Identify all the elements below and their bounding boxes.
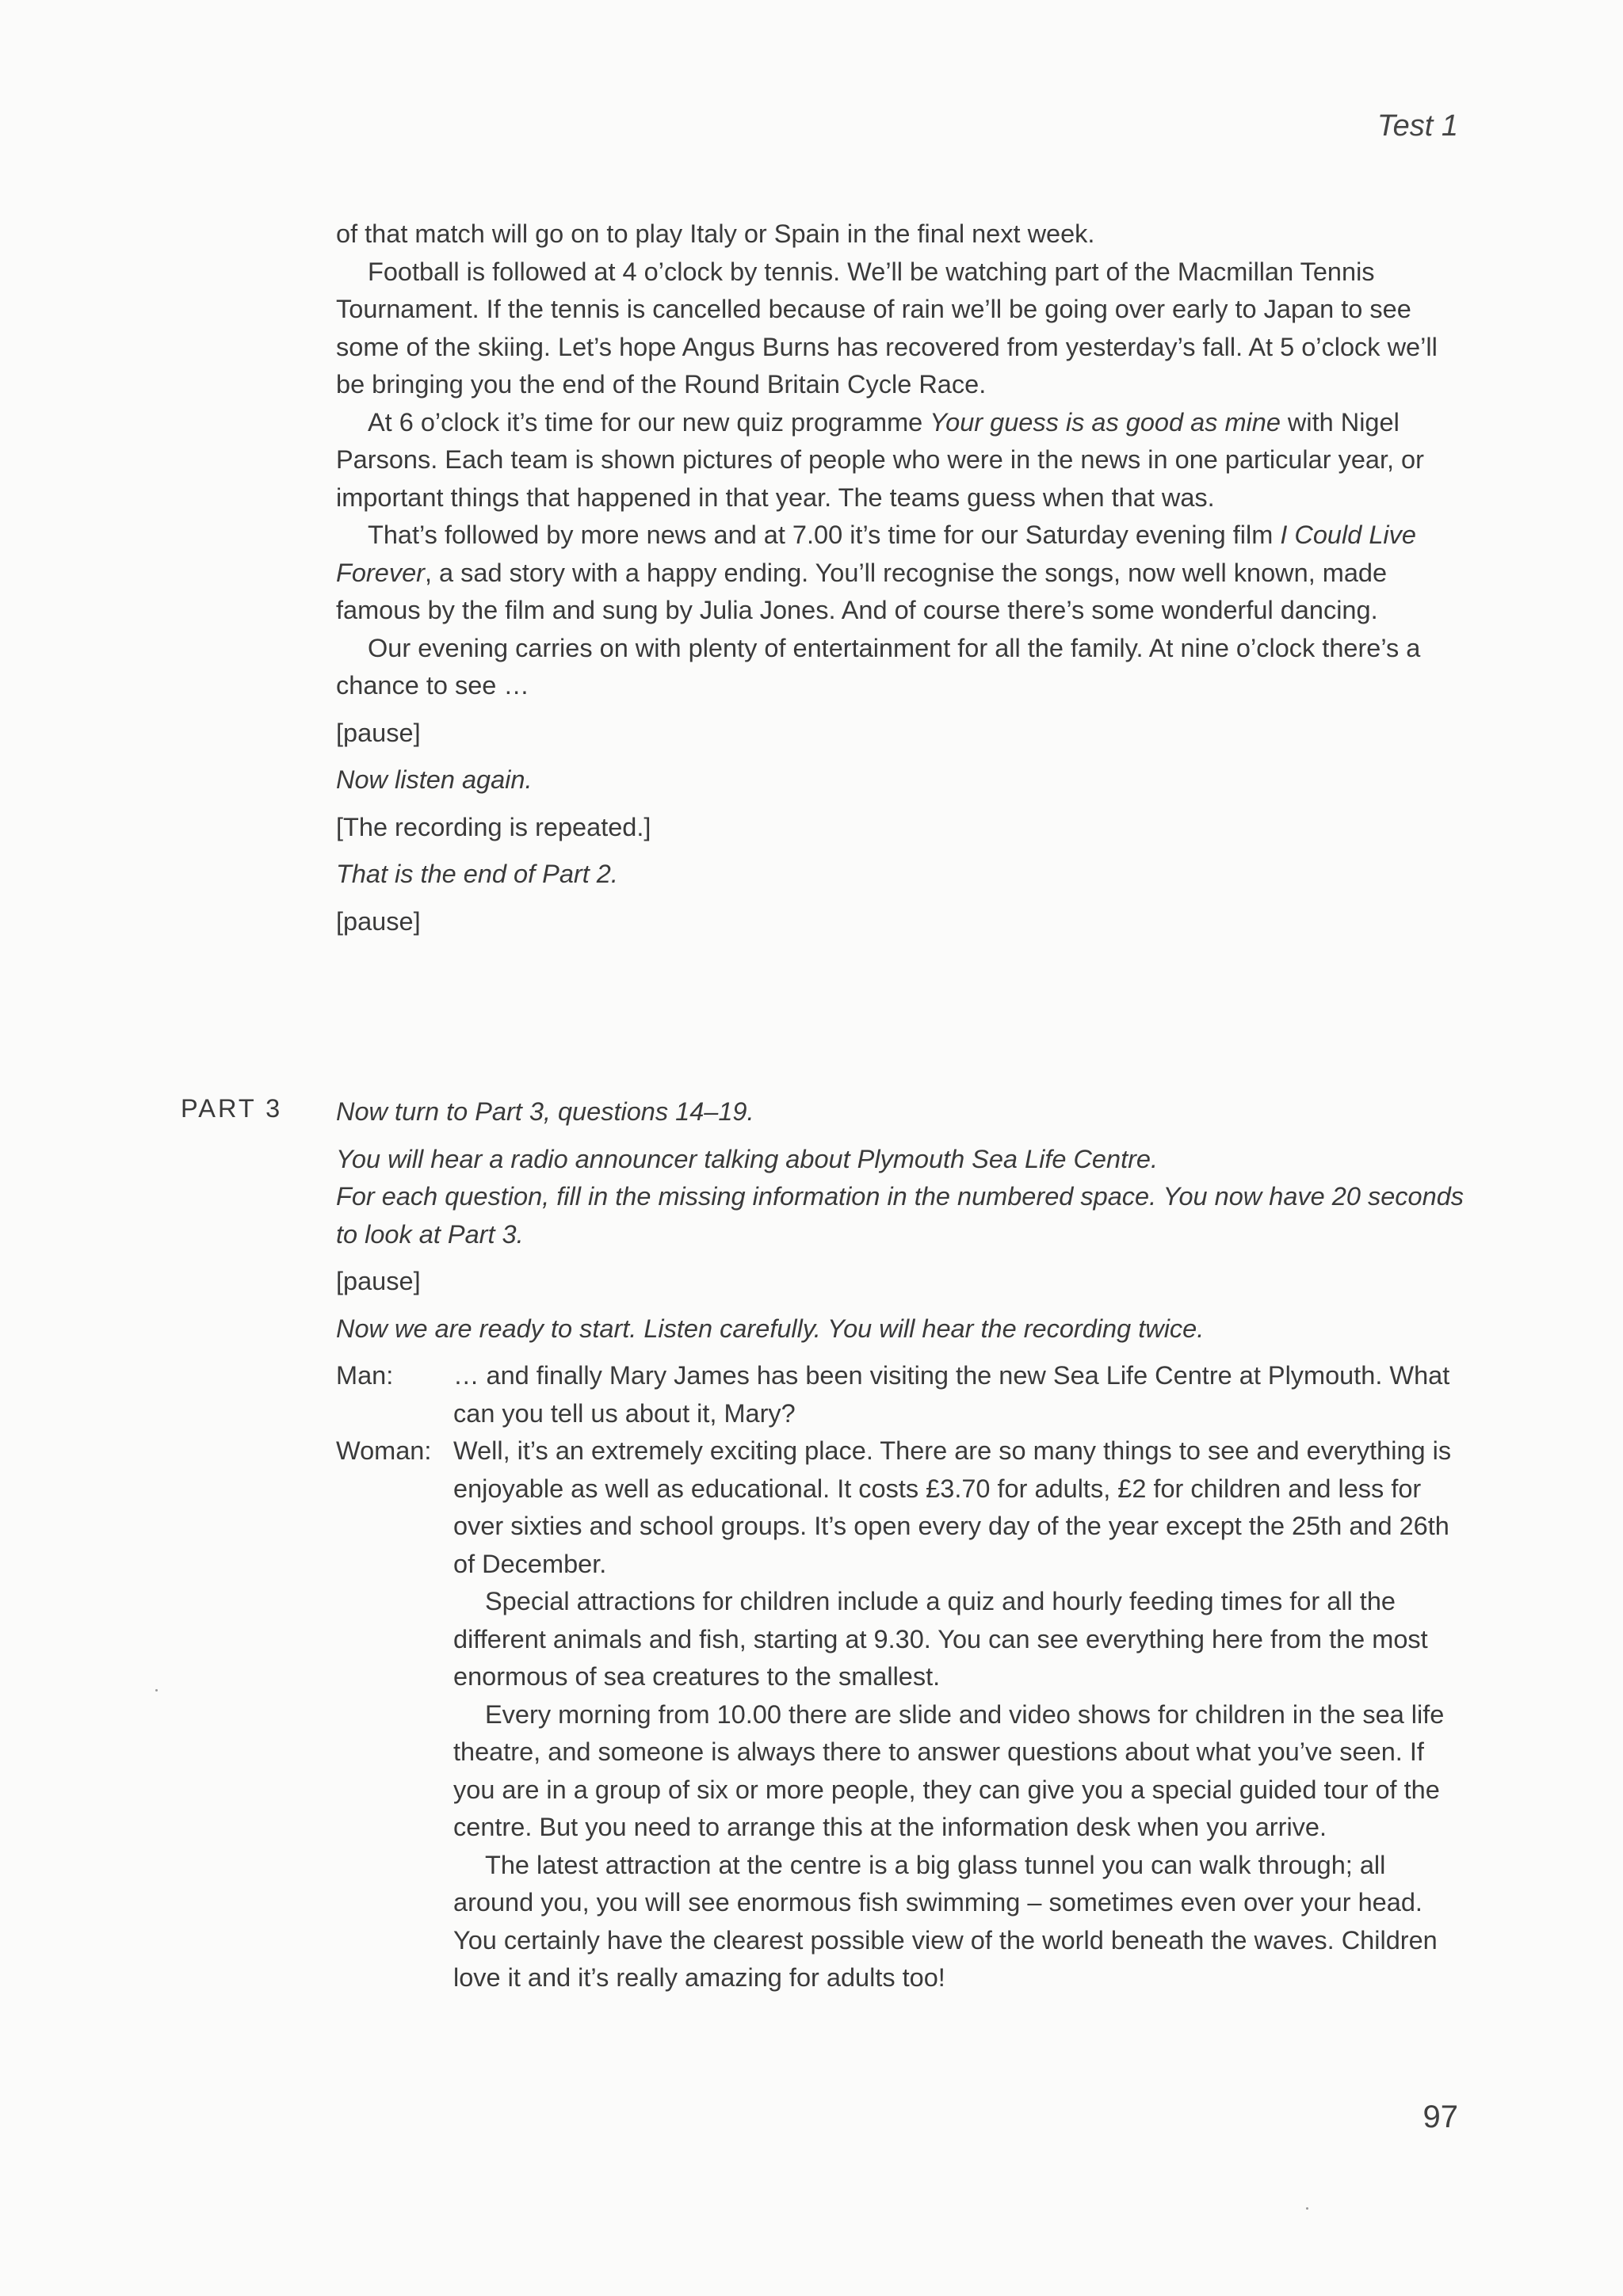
part3-label: PART 3 xyxy=(181,1094,283,1123)
pause-note: [pause] xyxy=(336,1267,421,1295)
body-paragraph xyxy=(336,517,1469,630)
pause-note: [pause] xyxy=(336,906,421,936)
intro-instruction: For each question, fill in the missing information in the numbered space. You now have 20 seconds to look at Part 3. xyxy=(336,1182,1465,1249)
ready-instruction: Now we are ready to start. Listen carefully. You will hear the recording twice. xyxy=(336,1314,1205,1343)
body-paragraph xyxy=(336,215,1469,254)
body-paragraph xyxy=(336,404,1469,517)
paragraph-text: of that match will go on to play Italy or Spain in the final next week. xyxy=(336,219,1095,248)
part3-section xyxy=(336,1093,1469,1997)
running-header: Test 1 xyxy=(1377,109,1458,143)
speaker-label: Woman: xyxy=(336,1436,432,1465)
listen-again-instruction: Now listen again. xyxy=(336,765,533,794)
scan-speck xyxy=(1306,2207,1308,2210)
programme-title: Your guess is as good as mine xyxy=(930,407,1281,437)
speech-paragraph: The latest attraction at the centre is a big glass tunnel you can walk through; all around you, you will see enormous fish swimming – sometimes even over your head. You certainly have the clearest possible view of the world beneath the waves. Children love it and it’s really amazing for adults too! xyxy=(453,1850,1438,1992)
turn-to-instruction: Now turn to Part 3, questions 14–19. xyxy=(336,1097,754,1126)
programme-title: I Could Live Forever xyxy=(336,521,1416,587)
pause-note: [pause] xyxy=(336,718,421,747)
paragraph-text: Our evening carries on with plenty of entertainment for all the family. At nine o’clock there’s a chance to see … xyxy=(336,633,1421,700)
speech-paragraph: Every morning from 10.00 there are slide and video shows for children in the sea life theatre, and someone is always there to answer questions about what you’ve seen. If you are in a group of six or more people, they can give you a special guided tour of the centre. But you need to arrange this at the information desk when you arrive. xyxy=(453,1699,1445,1841)
paragraph-text: with Nigel Parsons. Each team is shown pictures of people who were in the news in one particular year, or important things that happened in that year. The teams guess when that was. xyxy=(336,407,1424,512)
dialogue-turn xyxy=(336,1357,1469,1432)
paragraph-text: Football is followed at 4 o’clock by tennis. We’ll be watching part of the Macmillan Tennis Tournament. If the tennis is cancelled because of rain we’ll be going over early to Japan to see some of the skiing. Let’s hope Angus Burns has recovered from yesterday’s fall. At 5 o’clock we’ll be bringing you the end of the Round Britain Cycle Race. xyxy=(336,257,1438,399)
dialogue xyxy=(336,1357,1469,1997)
scan-speck xyxy=(155,1689,158,1691)
paragraph-text: At 6 o’clock it’s time for our new quiz programme xyxy=(368,407,930,437)
paragraph-text: , a sad story with a happy ending. You’ll recognise the songs, now well known, made famous by the film and sung by Julia Jones. And of course there’s some wonderful dancing. xyxy=(336,558,1388,624)
speech-paragraph: Well, it’s an extremely exciting place. There are so many things to see and everything is enjoyable as well as educational. It costs £3.70 for adults, £2 for children and less for over sixties and school groups. It’s open every day of the year except the 25th and 26th of December. xyxy=(453,1436,1452,1578)
dialogue-turn xyxy=(336,1432,1469,1997)
repeated-note: [The recording is repeated.] xyxy=(336,812,651,841)
speech-paragraph: … and finally Mary James has been visiting the new Sea Life Centre at Plymouth. What can you tell us about it, Mary? xyxy=(453,1361,1450,1428)
speech-text xyxy=(453,1357,1468,1432)
part2-section xyxy=(336,215,1469,940)
paragraph-text: That’s followed by more news and at 7.00 it’s time for our Saturday evening film xyxy=(368,521,1281,549)
page-number: 97 xyxy=(1423,2100,1458,2134)
body-paragraph xyxy=(336,630,1469,705)
part2-paragraphs xyxy=(336,215,1469,705)
intro-instruction: You will hear a radio announcer talking about Plymouth Sea Life Centre. xyxy=(336,1144,1159,1173)
end-of-part-note: That is the end of Part 2. xyxy=(336,860,618,888)
speech-text xyxy=(453,1432,1468,1997)
speaker-label: Man: xyxy=(336,1361,394,1390)
speech-paragraph: Special attractions for children include a quiz and hourly feeding times for all the different animals and fish, starting at 9.30. You can see everything here from the most enormous of sea creatures to the smallest. xyxy=(453,1587,1428,1691)
body-paragraph xyxy=(336,254,1469,404)
